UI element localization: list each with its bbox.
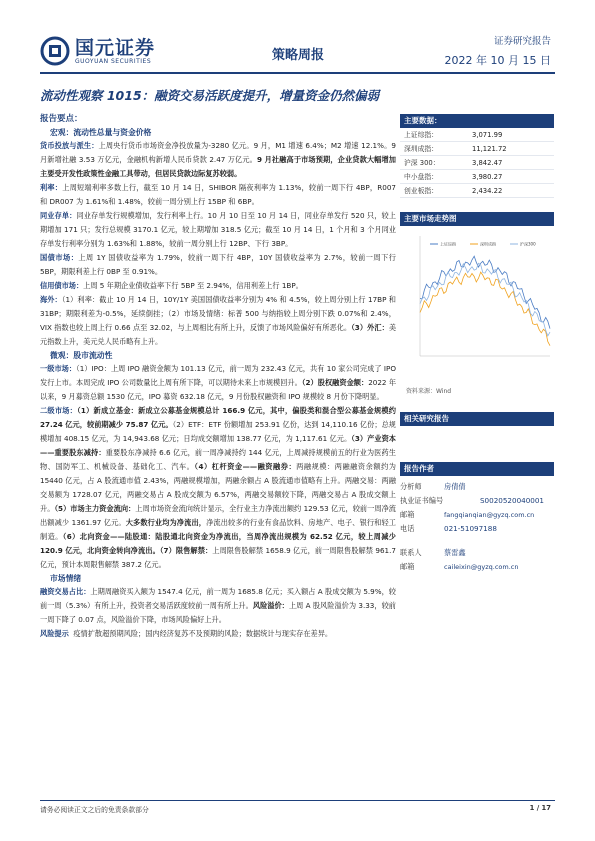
analyst-field-label: 分析师 bbox=[400, 482, 422, 491]
text: 上周短端利率多数上行，截至 10 月 14 日，SHIBOR 隔夜利率为 1.13%，较前一周下行 4BP，R007 和 DR007 为 1.61%和 1.48%，较前一周分别上行 15BP 和 6BP。 bbox=[40, 183, 396, 206]
text: （2）ETF：ETF 份额增加 253.91 亿份，达到 14,110.16 亿份；总规模增加 408.15 亿元，为 14,943.68 亿元；日均成交额增加 138.77 亿元，为 1,117.61 亿元。 bbox=[40, 420, 396, 443]
paragraph-sentiment bbox=[40, 585, 396, 627]
analyst-email[interactable]: caileixin@gyzq.com.cn bbox=[444, 563, 519, 571]
legend-label: 沪深300 bbox=[520, 241, 536, 247]
series-line bbox=[420, 256, 550, 328]
index-list bbox=[400, 128, 554, 198]
logo-name: 国元证券 bbox=[75, 36, 156, 59]
footer-divider bbox=[40, 800, 555, 801]
report-type: 策略周报 bbox=[272, 48, 325, 63]
report-title: 流动性观察 1015：融资交易活跃度提升，增量资金仍然偏弱 bbox=[40, 88, 380, 103]
paragraph-rates bbox=[40, 181, 396, 209]
analyst-row bbox=[400, 560, 554, 574]
index-value: 3,980.27 bbox=[472, 173, 503, 181]
text: 重要股东净减持 6.6 亿元，前一周净减持约 144 亿元，上周减持规模前五的行业为医药生物、国防军工、机械设备、基础化工、汽车。 bbox=[40, 448, 396, 471]
label: 一级市场： bbox=[40, 364, 77, 373]
analyst-row bbox=[400, 480, 554, 494]
trend-svg bbox=[400, 226, 554, 386]
analyst-field-value: 021-51097188 bbox=[444, 524, 497, 533]
text-bold: （7）限售解禁： bbox=[159, 546, 213, 555]
key-points-heading: 报告要点： bbox=[40, 114, 83, 124]
analyst-row bbox=[400, 508, 554, 522]
label: 信用债市场： bbox=[40, 281, 84, 290]
market-trend-chart bbox=[400, 226, 554, 386]
report-category: 证券研究报告 bbox=[493, 36, 551, 47]
index-value: 11,121.72 bbox=[472, 145, 507, 153]
chart-source: 资料来源：Wind bbox=[406, 388, 452, 395]
paragraph-credit bbox=[40, 279, 396, 293]
index-value: 2,434.22 bbox=[472, 187, 503, 195]
text: 美元指数上升，美元兑人民币略有上升。 bbox=[40, 323, 397, 346]
legend-label: 上证综指 bbox=[440, 241, 456, 247]
analyst-field-label: 执业证书编号 bbox=[400, 496, 444, 505]
analyst-heading: 报告作者 bbox=[400, 462, 554, 476]
report-date: 2022 年 10 月 15 日 bbox=[444, 54, 551, 67]
logo-name-en: GUOYUAN SECURITIES bbox=[75, 57, 152, 65]
micro-heading: 微观：股市流动性 bbox=[50, 351, 113, 360]
index-name: 中小盘指： bbox=[404, 173, 438, 181]
key-data-panel bbox=[400, 114, 554, 198]
index-value: 3,071.99 bbox=[472, 131, 503, 139]
market-chart-panel bbox=[400, 212, 554, 395]
analyst-field-value: 房倩倩 bbox=[444, 482, 466, 491]
index-value: 3,842.47 bbox=[472, 159, 503, 167]
related-research-panel bbox=[400, 412, 554, 426]
analyst-panel bbox=[400, 462, 554, 574]
text-bold: （5）市场主力资金流向： bbox=[54, 504, 136, 513]
label: 同业存单： bbox=[40, 211, 77, 220]
text: 上周 1Y 国债收益率为 1.79%，较前一周下行 4BP，10Y 国债收益率为 2.7%，较前一周下行 5BP，期限利差上行 0BP 至 0.91%。 bbox=[40, 253, 396, 276]
chart-heading: 主要市场走势图 bbox=[400, 212, 554, 226]
label: 货币投放与派生： bbox=[40, 141, 99, 150]
paragraph-risk bbox=[40, 627, 396, 641]
legend-label: 深圳成指 bbox=[480, 241, 496, 247]
text-bold: 大多数行业均为净流出， bbox=[125, 518, 207, 527]
paragraph-primary-market bbox=[40, 362, 396, 404]
text-bold: （2）股权融资金额： bbox=[301, 378, 369, 387]
text: 上周市场资金流向统计显示，全行业主力净流出额约 129.53 亿元，较前一周净流出额减少 1361.97 亿元。 bbox=[40, 504, 396, 527]
text-bold: （1）新成立基金：新成立公募基金规模总计 166.9 亿元，其中，偏股类和混合型公募基金规模约 27.24 亿元，较前期减少 75.87 亿元。 bbox=[40, 406, 396, 429]
label: 二级市场： bbox=[40, 406, 78, 415]
text: 上周央行货币市场资金净投放量为-3280 亿元。9 月，M1 增速 6.4%；M2 增速 12.1%。9 月新增社融 3.53 万亿元，金融机构新增人民币贷款 2.47 万亿元。 bbox=[40, 141, 396, 164]
analyst-field-label: 电话 bbox=[400, 524, 415, 533]
index-name: 沪深 300： bbox=[404, 159, 440, 167]
text: （1）利率：截止 10 月 14 日，10Y/1Y 美国国债收益率分别为 4% 和 4.5%，较上周分别上行 17BP 和 31BP；期限利差为-0.5%，延续倒挂；（2）市场及情绪：标普 500 与纳指较上周分别下跌 0.07%和 2.4%，VIX 指数也较上周上行 0.66 点至 32.02，与上周相比有所上升，反馈了市场风险偏好有所恶化。 bbox=[40, 295, 396, 332]
paragraph-secondary-market bbox=[40, 404, 396, 572]
label: 融资交易占比： bbox=[40, 587, 91, 596]
analyst-field-label: 联系人 bbox=[400, 548, 422, 557]
key-data-heading: 主要数据： bbox=[400, 114, 554, 128]
label: 风险提示 bbox=[40, 629, 69, 638]
related-heading: 相关研究报告 bbox=[400, 412, 554, 426]
analyst-row bbox=[400, 494, 554, 508]
index-row bbox=[400, 128, 554, 142]
text-bold: 9 月社融高于市场预期，企业贷款大幅增加主要受开发性政策性金融工具带动，但居民贷款边际复苏较弱。 bbox=[40, 155, 396, 178]
analyst-row bbox=[400, 522, 554, 536]
text: 上期周融资买入额为 1547.4 亿元，前一周为 1685.8 亿元；买入额占 A 股成交额为 5.9%，较前一周（5.3%）有所上升，投资者交易活跃度较前一周有所上升。 bbox=[40, 587, 396, 610]
index-row bbox=[400, 170, 554, 184]
macro-heading: 宏观：流动性总量与资金价格 bbox=[50, 128, 152, 137]
label: 海外： bbox=[40, 295, 62, 304]
header-divider bbox=[40, 72, 555, 74]
paragraph-overseas bbox=[40, 293, 396, 349]
page-number: 1 / 17 bbox=[529, 804, 551, 812]
main-content bbox=[40, 113, 396, 641]
footer-disclaimer: 请务必阅读正文之后的免责条款部分 bbox=[40, 806, 149, 814]
company-logo bbox=[40, 36, 155, 66]
index-row bbox=[400, 156, 554, 170]
analyst-email[interactable]: fangqianqian@gyzq.com.cn bbox=[444, 511, 535, 519]
text: 上周 A 股风险溢价为 3.33，较前一周下降了 0.07 点，风险溢价下降，市场风险偏好上升。 bbox=[40, 601, 396, 624]
text-bold: 风险溢价： bbox=[252, 601, 289, 610]
analyst-field-label: 邮箱 bbox=[400, 562, 415, 571]
index-name: 创业板指： bbox=[404, 187, 438, 195]
paragraph-treasury bbox=[40, 251, 396, 279]
text-bold: （6）北向资金——陆股通：陆股通北向资金为净流出，当周净流出规模为 62.52 亿元，较上周减少 120.9 亿元，北向资金转向净流出。 bbox=[40, 532, 396, 555]
analyst-field-value: S0020520040001 bbox=[480, 496, 545, 505]
analyst-field-value: 蔡雷鑫 bbox=[444, 548, 466, 557]
text: 净流出较多的行业有食品饮料、房地产、电子、银行和轻工制造。 bbox=[40, 518, 396, 541]
text: （1）IPO：上周 IPO 融资金额为 101.13 亿元，前一周为 232.43 亿元，共有 10 家公司完成了 IPO 发行上市。本周完成 IPO 公司数量比上周有所下降，可以期待未来上市规模回升。 bbox=[40, 364, 396, 387]
text-bold: （3）外汇： bbox=[351, 323, 389, 332]
paragraph-ncd bbox=[40, 209, 396, 251]
paragraph-money-supply bbox=[40, 139, 396, 181]
label: 利率： bbox=[40, 183, 63, 192]
text: 疫情扩散超预期风险；国内经济复苏不及预期的风险；数据统计与现实存在差异。 bbox=[73, 629, 333, 638]
index-row bbox=[400, 184, 554, 198]
text: 两融规模：两融融资余额约为 15440 亿元，占 A 股流通市值 2.43%，两融规模增加，两融余额占 A 股流通市值略有上升。两融交易：两融交易额为 1728.07 亿元，两融交易占 A 股成交额为 6.57%，两融交易额较下降，两融交易占 A 股成交额上升。 bbox=[40, 462, 396, 513]
text: 同业存单发行规模增加，发行利率上行。10 月 10 日至 10 月 14 日，同业存单发行 520 只，较上期增加 171 只；发行总规模 3170.1 亿元，较上期增加 318.5 亿元；截至 10 月 14 日，1 个月和 3 个月同业存单发行利率分别为 1.63%和 1.88%，较前一周分别上行 12BP、下行 3BP。 bbox=[40, 211, 396, 248]
index-name: 上证综指： bbox=[404, 131, 438, 139]
index-row bbox=[400, 142, 554, 156]
text: 2022 年以来，9 月募资总额 1530 亿元，IPO 募资 632.18 亿元，9 月份股权融资和 IPO 规模较 8 月份下降明显。 bbox=[40, 378, 397, 401]
analyst-list bbox=[400, 480, 554, 574]
analyst-field-label: 邮箱 bbox=[400, 510, 415, 519]
text-bold: （4）杠杆资金——融资融券： bbox=[194, 462, 297, 471]
logo-icon bbox=[40, 36, 70, 66]
text: 上周限售股解禁 1658.9 亿元，前一周限售股解禁 961.7 亿元，预计本周限售解禁 387.2 亿元。 bbox=[40, 546, 396, 569]
sentiment-heading: 市场情绪 bbox=[50, 574, 82, 583]
text: 上周 5 年期企业债收益率下行 5BP 至 2.94%，信用利差上行 1BP。 bbox=[83, 281, 303, 290]
label: 国债市场： bbox=[40, 253, 79, 262]
analyst-row bbox=[400, 546, 554, 560]
index-name: 深圳成指： bbox=[404, 145, 438, 153]
text-bold: （3）产业资本——重要股东减持： bbox=[40, 434, 396, 457]
